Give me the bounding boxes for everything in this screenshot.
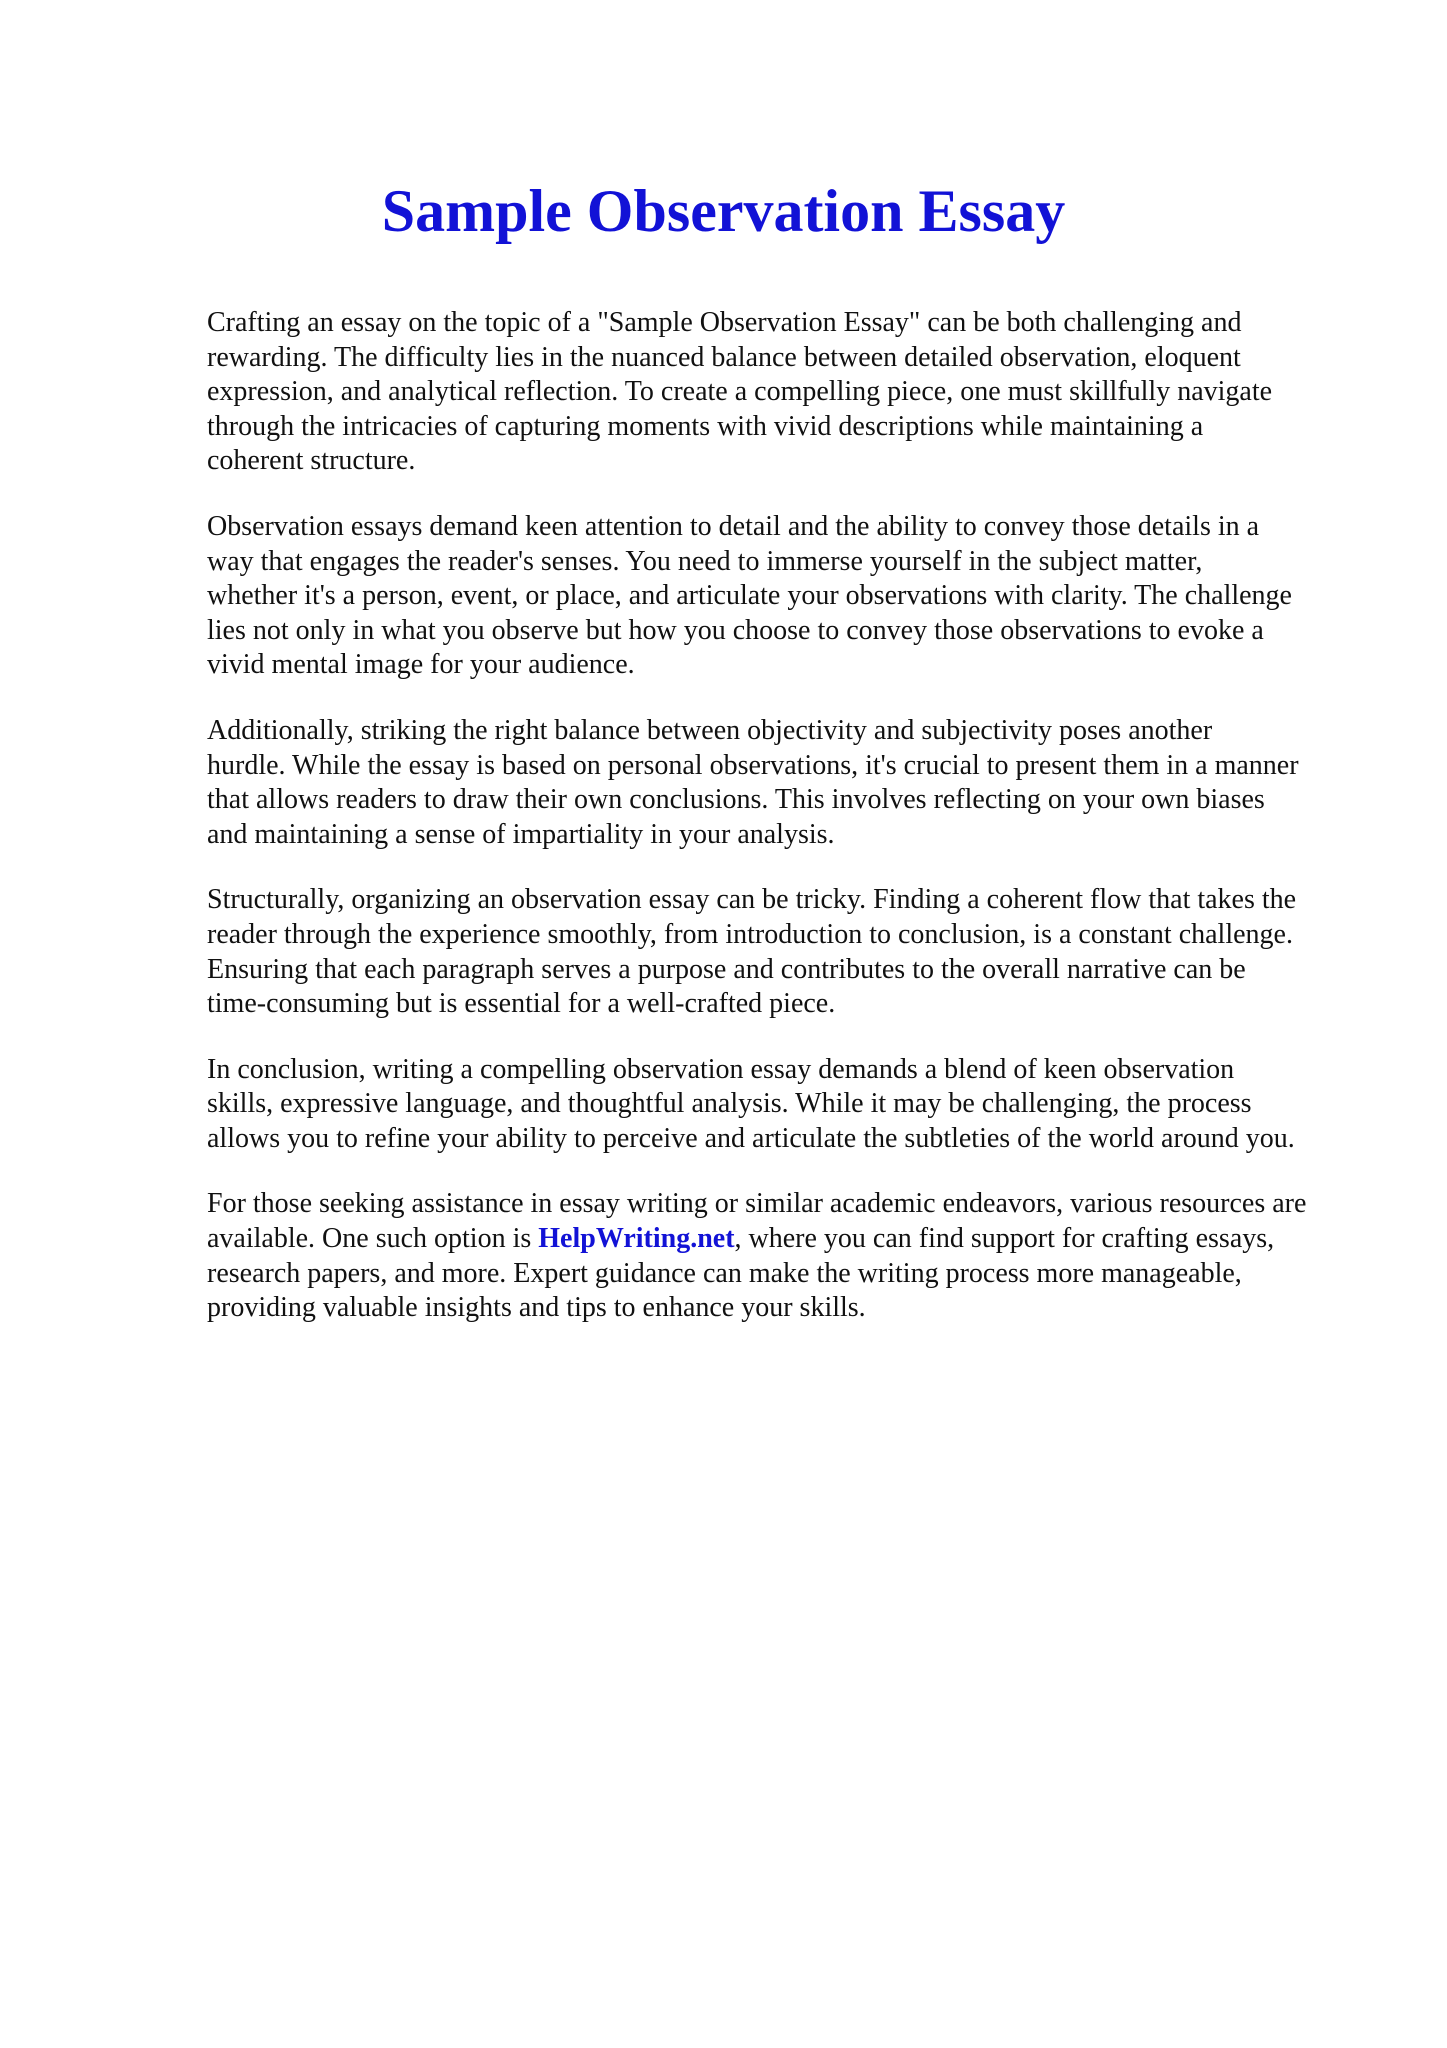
paragraph-resources	[207, 1187, 1367, 1325]
helpwriting-link[interactable]: HelpWriting.net	[538, 1223, 735, 1255]
resources-text-after-link: , where you can find support for crafting essays, research papers, and more. Expert guidance can make the writing process more manageable, providing valuable insights and tips to enhance your skills.	[207, 1223, 1275, 1324]
paragraph-intro: Crafting an essay on the topic of a "Sample Observation Essay" can be both challenging and rewarding. The difficulty lies in the nuanced balance between detailed observation, eloquent expression, and analytical reflection. To create a compelling piece, one must skillfully navigate through the intricacies of capturing moments with vivid descriptions while maintaining a coherent structure.	[207, 307, 1273, 477]
resources-text-before-link: For those seeking assistance in essay writing or similar academic endeavors, various resources are available. One such option is	[207, 1188, 1307, 1255]
paragraph-objectivity: Additionally, striking the right balance between objectivity and subjectivity poses another hurdle. While the essay is based on personal observations, it's crucial to present them in a manner that allows readers to draw their own conclusions. This involves reflecting on your own biases and maintaining a sense of impartiality in your analysis.	[207, 714, 1299, 850]
paragraph-conclusion: In conclusion, writing a compelling observation essay demands a blend of keen observation skills, expressive language, and thoughtful analysis. While it may be challenging, the process allows you to refine your ability to perceive and articulate the subtleties of the world around you.	[207, 1053, 1295, 1154]
paragraph-structure: Structurally, organizing an observation essay can be tricky. Finding a coherent flow that takes the reader through the experience smoothly, from introduction to conclusion, is a constant challenge. Ensuring that each paragraph serves a purpose and contributes to the overall narrative can be time-consuming but is essential for a well-crafted piece.	[207, 884, 1297, 1020]
page-title: Sample Observation Essay	[381, 178, 1066, 244]
essay-body	[207, 306, 1367, 1357]
paragraph-attention-to-detail: Observation essays demand keen attention to detail and the ability to convey those details in a way that engages the reader's senses. You need to immerse yourself in the subject matter, whether it's a person, event, or place, and articulate your observations with clarity. The challenge lies not only in what you observe but how you choose to convey those observations to evoke a vivid mental image for your audience.	[207, 510, 1292, 681]
